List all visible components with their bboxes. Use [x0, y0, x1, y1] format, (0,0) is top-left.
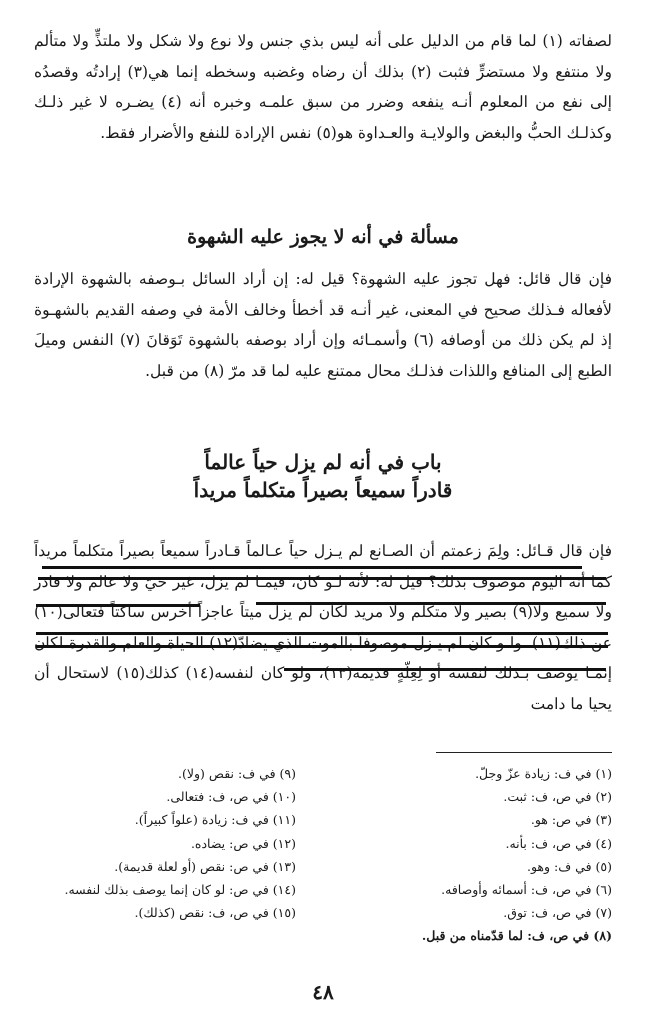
- chapter-heading-line1: باب في أنه لم يزل حياً عالماً: [204, 450, 442, 474]
- paragraph-desire: فإن قال قائل: فهل تجوز عليه الشهوة؟ قيل له: إن أراد السائل بـوصفه بالشهوة الإرادة لأفعاله فـذلك صحيح في المعنى، غير أنـه قد أخطأ وخالف الأمة في وصفه القديم بالشهـوة إذ لم يكن ذلك من أوصافه (٦) وأسمـائه وإن أراد بوصفه بالشهوة تَوَقانَ (٧) النفس وميلَ الطبع إلى المنافع واللذات فذلـك محال ممتنع عليه لما قد مرّ (٨) من قبل.: [34, 270, 612, 380]
- footnote: (٣) في ص: هو.: [530, 812, 612, 828]
- section-heading-masala: مسألة في أنه لا يجوز عليه الشهوة: [187, 226, 459, 248]
- hand-underline-1: [42, 566, 582, 569]
- footnote: (١٠) في ص، ف: فتعالى.: [166, 789, 296, 805]
- footnote: (٨) في ص، ف: لما قدّمناه من قبل.: [421, 928, 612, 944]
- footnote: (٧) في ص، ف: توق.: [503, 905, 612, 921]
- footnote: (٥) في ف: وهو.: [526, 858, 612, 874]
- footnote: (٤) في ص، ف: بأنه.: [505, 835, 612, 851]
- footnotes-right-column: [322, 762, 612, 948]
- footnote: (٢) في ص، ف: ثبت.: [503, 789, 612, 805]
- hand-underline-3: [256, 602, 606, 605]
- footnote: (٦) في ص، ف: أسمائه وأوصافه.: [441, 882, 612, 898]
- chapter-heading-line2: قادراً سميعاً بصيراً متكلماً مريداً: [193, 478, 453, 502]
- page-number: ٤٨: [312, 980, 334, 1004]
- footnote: (٩) في ف: نقص (ولا).: [178, 766, 296, 781]
- footnotes-left-column: [26, 762, 296, 924]
- footnote: (١٢) في ص: يضاده.: [190, 835, 296, 851]
- footnote: (١٤) في ص: لو كان إنما يوصف بذلك لنفسه.: [64, 882, 296, 898]
- hand-underline-4: [36, 604, 200, 607]
- footnote: (١٣) في ص: نقص (أو لعلة قديمة).: [114, 858, 296, 874]
- footnote: (١٥) في ص، ف: نقص (كذلك).: [134, 905, 296, 921]
- footnote-separator: [436, 752, 612, 753]
- footnote: (١) في ف: زيادة عزّ وجلّ.: [475, 766, 612, 781]
- hand-underline-7: [284, 668, 606, 671]
- paragraph-eternal-attributes: فإن قال قـائل: ولِمَ زعمتم أن الصـانع لم يـزل حياً عـالماً قـادراً سميعاً بصيراً متكلماً مريداً كما أنه اليوم موصوف بذلك؟ قيل له: لأنه لـو كان، فيمـا لم يزل، غير حيّ ولا عالم ولا قادر ولا سميع ولا(٩) بصير ولا متكلم ولا مريد لكان لم يزل ميتاً عاجزاً أخرس ساكتاً فتعالى(١٠) عن ذلك(١١). ولـو كان لم يـزل موصوفاً بالموت الذي يضادّ(١٢) الحياة والعلم والقدرة لكان إنمـا يوصف بـذلك لنفسه أو لِعِلّةٍ قديمة(١٣)، ولو كان لنفسه(١٤) كذلك(١٥) لاستحال أن يحيا ما دامت: [34, 542, 612, 713]
- paragraph-attributes: لصفاته (١) لما قام من الدليل على أنه ليس بذي جنس ولا نوع ولا شكل ولا ملتذٍّ ولا متألم ولا منتفع ولا مستضرٍّ فثبت (٢) بذلك أن رضاه وغضبه وسخطه إنما هي(٣) إرادتُه وقصدُه إلى نفع من المعلوم أنـه ينفعه وضرر من سبق علمـه وخبره أنه (٤) يضـره لا غير ذلـك وكذلـك الحبُّ والبغض والولايـة والعـداوة هو(٥) نفس الإرادة للنفع والأضرار فقط.: [34, 32, 613, 142]
- hand-underline-6: [36, 645, 608, 648]
- footnote: (١١) في ف: زيادة (علواً كبيراً).: [134, 812, 296, 828]
- hand-underline-2: [38, 577, 606, 580]
- hand-underline-5: [36, 632, 608, 635]
